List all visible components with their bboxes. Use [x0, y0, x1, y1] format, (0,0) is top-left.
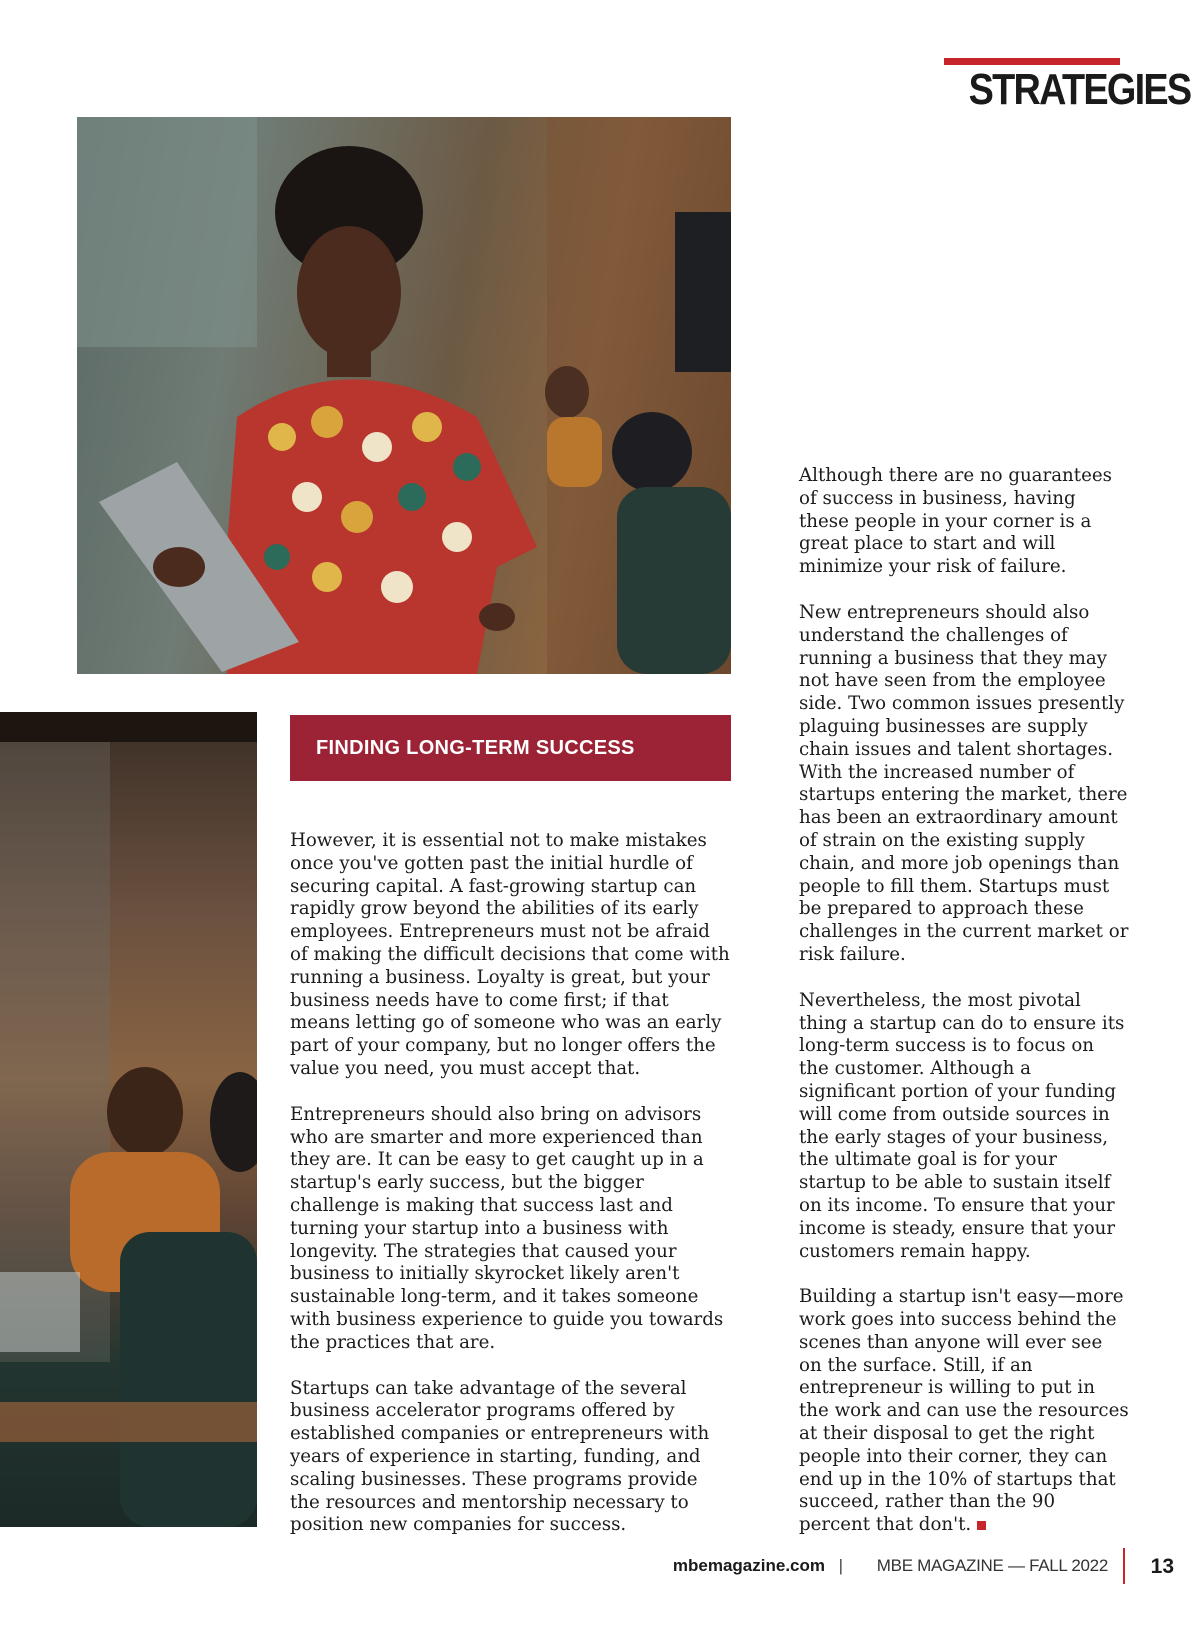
footer-divider: [1123, 1548, 1125, 1584]
footer-publication: MBE MAGAZINE — FALL 2022: [876, 1556, 1108, 1575]
page-number: 13: [1150, 1555, 1174, 1578]
section-tag: [944, 58, 1191, 115]
paragraph: New entrepreneurs should also understand the challenges of running a business that they may not have seen from the employee side. Two common issues presently plaguing businesses are supply chain issues and talent shortages. With the increased number of startups entering the market, there has been an extraordinary amount of strain on the existing supply chain, and more job openings than people to fill them. Startups must be prepared to approach these challenges in the current market or risk failure.: [799, 601, 1129, 965]
subhead-banner: [290, 715, 731, 781]
photo-woman-holding-laptop: [77, 117, 731, 674]
section-label: STRATEGIES: [968, 65, 1191, 114]
article-column-left: [290, 830, 730, 1560]
paragraph: Although there are no guarantees of success in business, having these people in your corner is a great place to start and will minimize your risk of failure.: [799, 465, 1112, 578]
page-footer: [0, 1548, 1200, 1584]
photo-meeting-blurred: [0, 712, 257, 1527]
photo-illustration-blur: [0, 712, 257, 1527]
paragraph: Nevertheless, the most pivotal thing a startup can do to ensure its long-term success is to focus on the customer. Although a significant portion of your funding will come from outside sources in the early stages of your business, the ultimate goal is for your startup to be able to sustain itself on its income. To ensure that your income is steady, ensure that your customers remain happy.: [799, 989, 1125, 1262]
paragraph: Startups can take advantage of the several business accelerator programs offered by established companies or entrepreneurs with years of experience in starting, funding, and scaling businesses. These programs provide the resources and mentorship necessary to position new companies for success.: [290, 1377, 710, 1536]
paragraph-final: [799, 1286, 1129, 1537]
paragraph-final-text: Building a startup isn't easy—more work goes into success behind the scenes than anyone will ever see on the surface. Still, if an entrepreneur is willing to put in the work and can use the resources at their disposal to get the right people into their corner, they can end up in the 10% of startups that succeed, rather than the 90 percent that don't.: [799, 1286, 1129, 1536]
photo-illustration: [77, 117, 731, 674]
subhead-text: FINDING LONG-TERM SUCCESS: [316, 736, 635, 759]
paragraph: Entrepreneurs should also bring on advisors who are smarter and more experienced than they are. It can be easy to get caught up in a startup's early success, but the bigger challenge is making that success last and turning your startup into a business with longevity. The strategies that caused your business to initially skyrocket likely aren't sustainable long-term, and it takes someone with business experience to guide you towards the practices that are.: [290, 1103, 724, 1353]
end-of-article-mark: [977, 1521, 986, 1530]
section-accent-bar: [944, 58, 1120, 65]
article-column-right: [799, 465, 1129, 1560]
paragraph: However, it is essential not to make mistakes once you've gotten past the initial hurdle of securing capital. A fast-growing startup can rapidly grow beyond the abilities of its early employees. Entrepreneurs must not be afraid of making the difficult decisions that come with running a business. Loyalty is great, but your business needs have to come first; if that means letting go of someone who was an early part of your company, but no longer offers the value you need, you must accept that.: [290, 830, 730, 1079]
footer-site-link[interactable]: mbemagazine.com: [672, 1556, 825, 1575]
footer-separator: |: [838, 1556, 843, 1575]
